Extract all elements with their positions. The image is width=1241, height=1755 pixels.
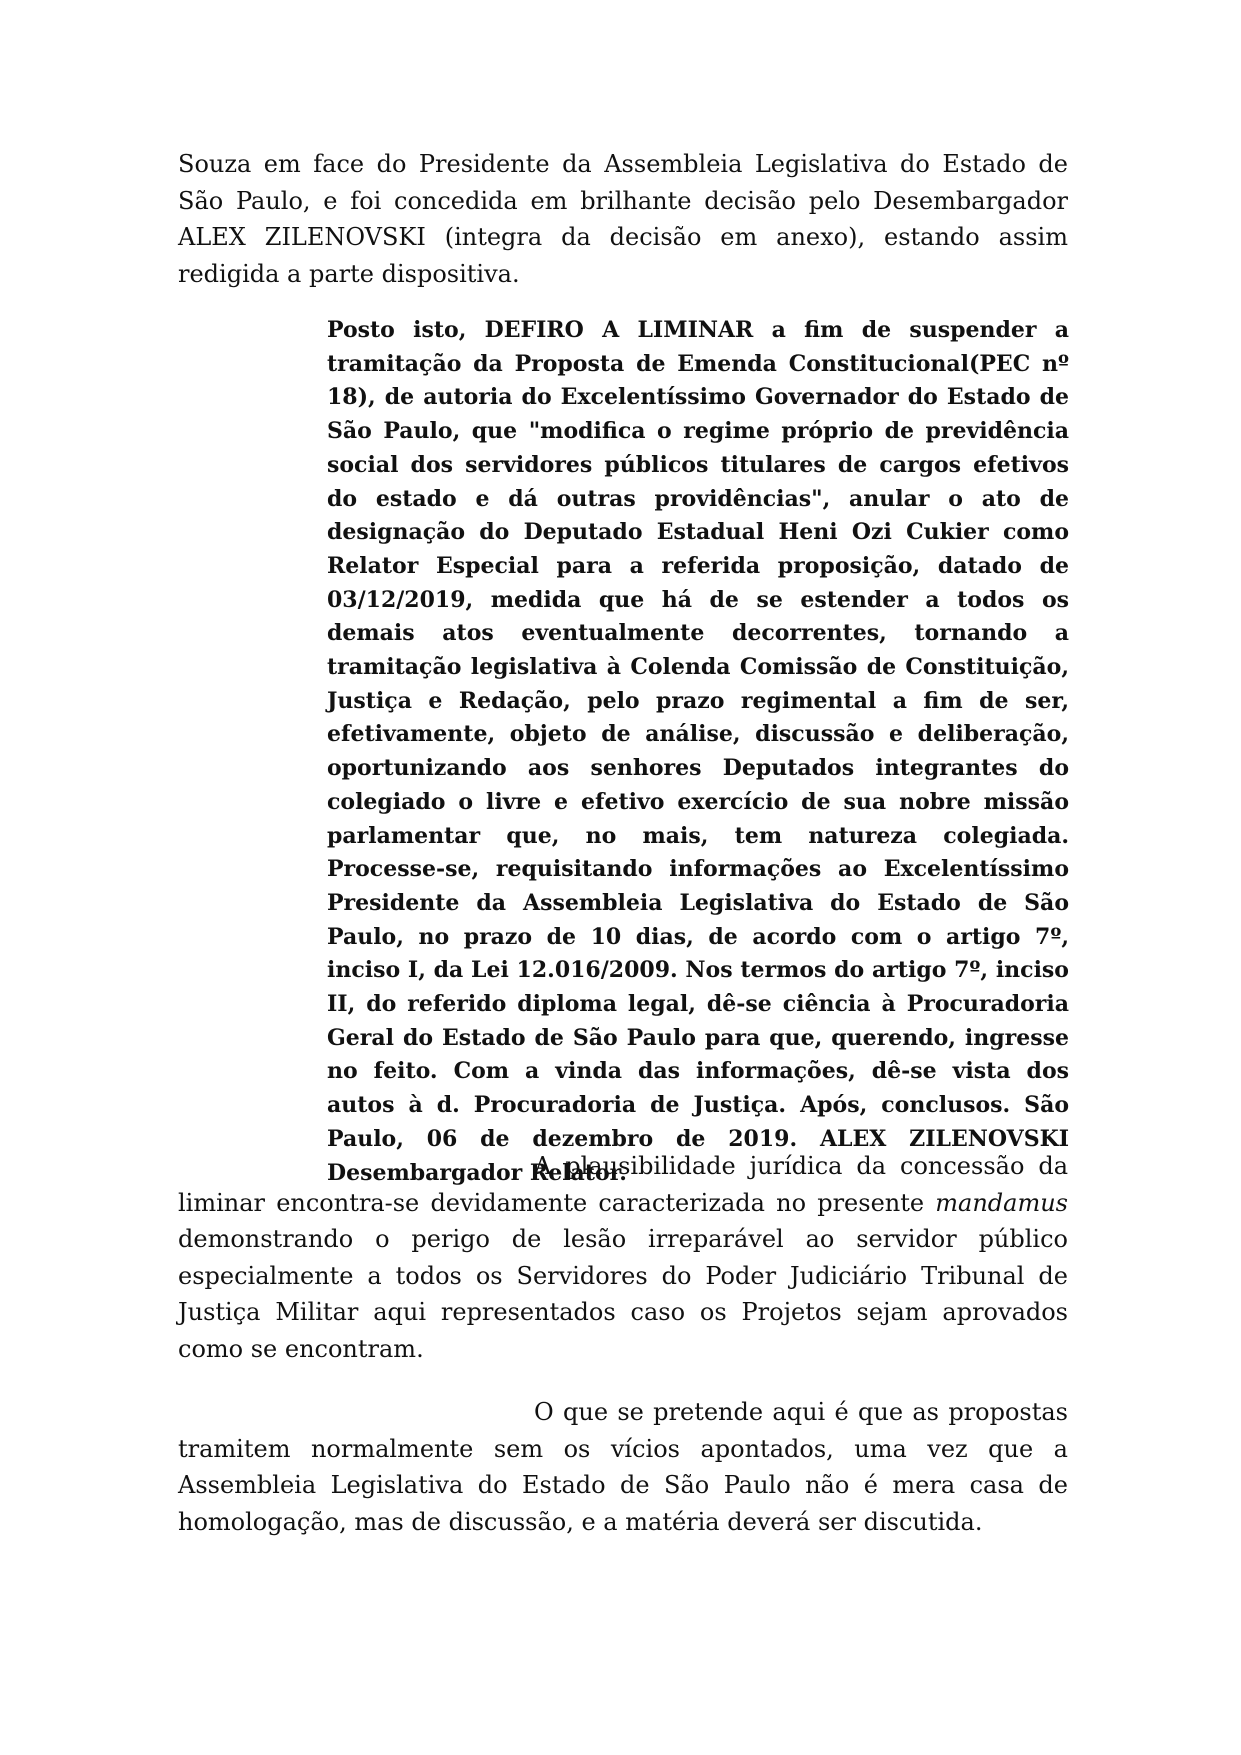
intro-paragraph: Souza em face do Presidente da Assembleia Legislativa do Estado de São Paulo, e foi concedida em brilhante decisão pelo Desembargador ALEX ZILENOVSKI (integra da decisão em anexo), estando assim redigida a parte dispositiva. [178,150,1068,288]
intent-paragraph: O que se pretende aqui é que as propostas tramitem normalmente sem os vícios apontados, uma vez que a Assembleia Legislativa do Estado de São Paulo não é mera casa de homologação, mas de discussão, e a matéria deverá ser discutida. [178,1398,1068,1536]
court-decision-quote: Posto isto, DEFIRO A LIMINAR a fim de suspender a tramitação da Proposta de Emenda Constitucional(PEC nº 18), de autoria do Excelentíssimo Governador do Estado de São Paulo, que "modifica o regime próprio de previdência social dos servidores públicos titulares de cargos efetivos do estado e dá outras providências", anular o ato de designação do Deputado Estadual Heni Ozi Cukier como Relator Especial para a referida proposição, datado de 03/12/2019, medida que há de se estender a todos os demais atos eventualmente decorrentes, tornando a tramitação legislativa à Colenda Comissão de Constituição, Justiça e Redação, pelo prazo regimental a fim de ser, efetivamente, objeto de análise, discussão e deliberação, oportunizando aos senhores Deputados integrantes do colegiado o livre e efetivo exercício de sua nobre missão parlamentar que, no mais, tem natureza colegiada. Processe-se, requisitando informações ao Excelentíssimo Presidente da Assembleia Legislativa do Estado de São Paulo, no prazo de 10 dias, de acordo com o artigo 7º, inciso I, da Lei 12.016/2009. Nos termos do artigo 7º, inciso II, do referido diploma legal, dê-se ciência à Procuradoria Geral do Estado de São Paulo para que, querendo, ingresse no feito. Com a vinda das informações, dê-se vista dos autos à d. Procuradoria de Justiça. Após, conclusos. São Paulo, 06 de dezembro de 2019. ALEX ZILENOVSKI Desembargador Relator. [327,317,1069,1186]
paragraph-2-text-after: demonstrando o perigo de lesão irreparável ao servidor público especialmente a todos os Servidores do Poder Judiciário Tribunal de Justiça Militar aqui representados caso os Projetos sejam aprovados como se encontram. [178,1225,1068,1363]
legal-plausibility-paragraph [178,1148,1068,1367]
paragraph-2-text-before: A plausibilidade jurídica da concessão da liminar encontra-se devidamente caracterizada no presente [178,1152,1068,1217]
mandamus-italic-term: mandamus [935,1188,1068,1217]
